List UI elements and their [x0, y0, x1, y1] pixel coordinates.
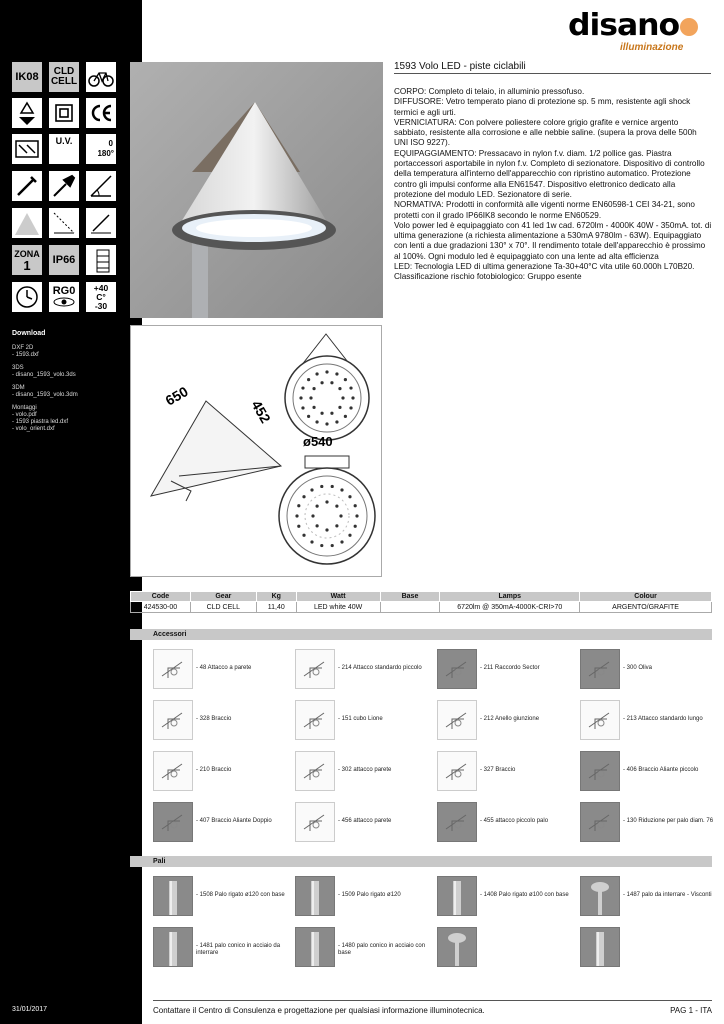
spec-table [130, 591, 712, 613]
cld-label: CLD [53, 66, 75, 77]
zona-label: ZONA [14, 248, 40, 259]
ip-badge [49, 245, 79, 275]
led-dot [316, 505, 319, 508]
ip-label: IP66 [52, 254, 76, 266]
document-date: 31/01/2017 [12, 1006, 48, 1013]
item-thumbnail [295, 876, 335, 916]
item-thumbnail [153, 802, 193, 842]
item-thumbnail [437, 649, 477, 689]
uv-label: U.V. [55, 136, 73, 146]
spec-header-cell: Lamps [440, 592, 580, 602]
led-dot [320, 412, 323, 415]
pali-item [580, 876, 720, 918]
led-dot [325, 370, 328, 373]
spec-row [131, 602, 712, 613]
spec-header-cell: Gear [190, 592, 256, 602]
temperature-badge [86, 282, 116, 312]
product-description [394, 87, 712, 283]
page-number: PAG 1 - ITA [670, 1006, 712, 1015]
item-thumbnail [437, 802, 477, 842]
item-label: - 1480 palo conico in acciaio con base [338, 943, 426, 956]
product-title: 1593 Volo LED - piste ciclabili [394, 61, 526, 72]
led-dot [340, 540, 343, 543]
spec-cell [380, 602, 440, 613]
led-dot [355, 514, 358, 517]
accessorio-item [437, 802, 577, 844]
pali-item [153, 927, 293, 969]
accessorio-item [153, 649, 293, 691]
footer-text: Contattare il Centro di Consulenza e progettazione per qualsiasi informazione illuminotecnica. [153, 1006, 485, 1015]
accessorio-item [153, 802, 293, 844]
brand-subname: illuminazione [620, 42, 684, 53]
led-dot [354, 525, 357, 528]
rotation-badge [86, 134, 116, 164]
item-label: - 210 Braccio [196, 767, 232, 773]
led-dot [316, 524, 319, 527]
temp-unit-label: C° [96, 291, 106, 302]
spec-cell: CLD CELL [190, 602, 256, 613]
download-group-label: 3DS [12, 365, 24, 371]
description-paragraph: CORPO: Completo di telaio, in alluminio pressofuso. [394, 87, 585, 96]
download-link[interactable]: - 1593.dxf [12, 352, 39, 358]
spec-header-cell: Watt [296, 592, 380, 602]
led-dot [339, 514, 342, 517]
download-link[interactable]: - 1593 piastra led.dxf [12, 419, 69, 425]
description-paragraph: NORMATIVA: Prodotti in conformità alle vigenti norme EN60598-1 CEI 34-21, sono protetti con il grado IP66IK8 secondo le norme EN60529. [394, 200, 695, 220]
item-label: - 48 Attacco a parete [196, 665, 252, 671]
item-thumbnail [153, 751, 193, 791]
led-dot [311, 514, 314, 517]
item-label: - 1508 Palo rigato ø120 con base [196, 892, 285, 898]
item-thumbnail [580, 751, 620, 791]
led-dot [351, 396, 354, 399]
item-thumbnail [295, 802, 335, 842]
item-label: - 406 Braccio Aliante piccolo [623, 767, 699, 773]
led-dot [335, 420, 338, 423]
item-label: - 328 Braccio [196, 716, 232, 722]
item-label: - 211 Raccordo Sector [480, 665, 540, 671]
description-paragraph: EQUIPAGGIAMENTO: Pressacavo in nylon f.v. diam. 1/2 pollice gas. Piastra portaccessori asportabile in nylon f.v. Completo di sezionatore. Dispositivo di controllo della temperatura all'interno dell'apparecchio con ripristino automatico. Protezione contro gli impulsi conforme alla EN61547. Dispositivo elettronico dedicato alla protezione del modulo LED. Sezionatore di serie. [394, 148, 705, 199]
led-dot [340, 488, 343, 491]
accessorio-item [153, 700, 293, 742]
item-thumbnail [580, 700, 620, 740]
item-thumbnail [295, 649, 335, 689]
technical-drawing [130, 325, 382, 577]
accessorio-item [295, 751, 435, 793]
zona-badge [12, 245, 42, 275]
spec-header-cell: Kg [256, 592, 296, 602]
item-thumbnail [153, 649, 193, 689]
led-dot [307, 378, 310, 381]
beam-icon [12, 208, 42, 238]
led-dot [331, 544, 334, 547]
led-dot [330, 412, 333, 415]
download-group-label: 3DM [12, 385, 25, 391]
led-dot [302, 495, 305, 498]
download-group [12, 405, 137, 433]
item-label: - 1408 Palo rigato ø100 con base [480, 892, 569, 898]
led-dot [349, 386, 352, 389]
rg-label: RG0 [52, 285, 76, 297]
double-insulation-icon [49, 98, 79, 128]
wall-mount-icon [86, 245, 116, 275]
download-group-label: Montaggi [12, 405, 37, 411]
spec-cell: 11,40 [256, 602, 296, 613]
ce-mark-icon [86, 98, 116, 128]
led-dot [335, 524, 338, 527]
download-section [12, 330, 137, 439]
accessorio-item [153, 751, 293, 793]
led-dot [335, 505, 338, 508]
accessorio-item [437, 700, 577, 742]
footer-divider [153, 1000, 712, 1001]
download-title: Download [12, 330, 46, 337]
led-dot [348, 495, 351, 498]
led-dot [312, 387, 315, 390]
ballast-icon [12, 134, 42, 164]
item-label: - 407 Braccio Aliante Doppio [196, 818, 272, 824]
dimension-diameter: ø540 [303, 434, 333, 449]
item-thumbnail [295, 700, 335, 740]
spec-header-cell: Code [131, 592, 191, 602]
description-paragraph: DIFFUSORE: Vetro temperato piano di protezione sp. 5 mm, resistente agli shock termici e agli urti. [394, 97, 691, 117]
spec-body [131, 602, 712, 613]
led-dot [320, 544, 323, 547]
led-dot [325, 500, 328, 503]
accessori-header: Accessori [130, 629, 712, 640]
led-dot [344, 378, 347, 381]
brand-name: disano [568, 8, 680, 43]
item-thumbnail [295, 751, 335, 791]
item-label: - 1481 palo conico in acciaio da interrare [196, 943, 281, 956]
led-dot [297, 525, 300, 528]
spec-header-row [131, 592, 712, 602]
sidebar [0, 0, 142, 1024]
accessorio-item [295, 802, 435, 844]
led-dot [310, 488, 313, 491]
description-paragraph: Volo power led è equipaggiato con 41 led 1w cad. 6720lm - 4000K 40W - 350mA. tot. di ultima generazione (a richiesta alimentazione a 530mA 9780lm - 63W). Equipaggiato con lenti a due gradazioni 130° x 70°. Il rendimento totale dell'apparecchio è prossimo al 100%. Ogni modulo led è equipaggiato con una lente ad alta efficienza [394, 220, 712, 261]
tilt-icon [86, 208, 116, 238]
mounting-angle-icon [86, 171, 116, 201]
download-link[interactable]: - volo.pdf [12, 412, 37, 418]
item-label: - 212 Anello giunzione [480, 716, 540, 722]
spec-header-cell: Base [380, 592, 440, 602]
download-link[interactable]: - disano_1593_volo.3ds [12, 372, 76, 378]
download-groups [12, 345, 137, 433]
download-group [12, 385, 137, 399]
accessorio-item [295, 700, 435, 742]
uv-badge [49, 134, 79, 164]
led-dot [349, 406, 352, 409]
led-dot [299, 396, 302, 399]
download-link[interactable]: - volo_orient.dxf [12, 426, 55, 432]
led-dot [330, 381, 333, 384]
led-dot [309, 396, 312, 399]
led-dot [335, 372, 338, 375]
accessorio-item [580, 649, 720, 691]
item-thumbnail [437, 751, 477, 791]
pali-item [437, 927, 577, 969]
clock-icon [12, 282, 42, 312]
accessorio-item [580, 802, 720, 844]
pali-item [580, 927, 720, 969]
accessorio-item [295, 649, 435, 691]
item-label: - 300 Oliva [623, 665, 653, 671]
item-thumbnail [437, 876, 477, 916]
download-group [12, 365, 137, 379]
led-dot [348, 534, 351, 537]
recycle-icon [12, 98, 42, 128]
pali-header: Pali [130, 856, 712, 867]
ik-label: IK08 [15, 71, 39, 83]
item-label: - 455 attacco piccolo palo [480, 818, 549, 824]
led-dot [354, 504, 357, 507]
led-dot [315, 372, 318, 375]
rotation-zero-label: 0 [108, 139, 113, 148]
led-dot [312, 406, 315, 409]
item-thumbnail [437, 927, 477, 967]
distance-icon [49, 208, 79, 238]
led-dot [325, 528, 328, 531]
download-group-label: DXF 2D [12, 345, 34, 351]
item-label: - 302 attacco parete [338, 767, 392, 773]
led-dot [344, 415, 347, 418]
item-thumbnail [153, 876, 193, 916]
item-thumbnail [437, 700, 477, 740]
dimension-height: 650 [162, 383, 191, 409]
product-photo [130, 62, 383, 318]
item-label: - 1487 palo da interrare - Visconti [623, 892, 712, 898]
led-dot [320, 485, 323, 488]
ik-badge [12, 62, 42, 92]
led-dot [302, 534, 305, 537]
description-paragraph: LED: Tecnologia LED di ultima generazione Ta-30+40°C vita utile 60.000h L70B20. Classificazione rischio fotobiologico: Gruppo esente [394, 262, 695, 282]
led-dot [325, 422, 328, 425]
brand-dot [680, 18, 698, 36]
cld-badge [49, 62, 79, 92]
led-dot [331, 485, 334, 488]
item-thumbnail [295, 927, 335, 967]
rotation-degree-label: 180° [97, 149, 114, 158]
spec-cell: 424530-00 [131, 602, 191, 613]
item-label: - 151 cubo Lione [338, 716, 383, 722]
pali-item [295, 876, 435, 918]
led-dot [301, 386, 304, 389]
led-dot [338, 387, 341, 390]
title-divider [394, 73, 711, 74]
description-paragraph: VERNICIATURA: Con polvere poliestere colore grigio grafite e vernice argento sabbiato, resistente alla corrosione e alle nebbie saline. (supera la prova delle 500h UNI ISO 9227). [394, 117, 697, 148]
led-dot [341, 396, 344, 399]
item-thumbnail [580, 649, 620, 689]
rg-badge [49, 282, 79, 312]
item-label: - 213 Attacco standardo lungo [623, 716, 703, 722]
item-thumbnail [153, 700, 193, 740]
led-dot [338, 406, 341, 409]
bicycle-icon [86, 62, 116, 92]
spec-cell: ARGENTO/GRAFITE [580, 602, 712, 613]
accessorio-item [580, 700, 720, 742]
led-dot [320, 381, 323, 384]
item-thumbnail [580, 927, 620, 967]
led-dot [301, 406, 304, 409]
accessorio-item [437, 751, 577, 793]
cell-label: CELL [50, 76, 78, 87]
download-group [12, 345, 137, 359]
temp-max-label: +40 [93, 282, 109, 293]
pali-item [437, 876, 577, 918]
zona-number: 1 [23, 257, 31, 273]
item-thumbnail [580, 876, 620, 916]
led-dot [307, 415, 310, 418]
item-label: - 214 Attacco standardo piccolo [338, 665, 422, 671]
download-link[interactable]: - disano_1593_volo.3dm [12, 392, 78, 398]
led-dot [295, 514, 298, 517]
led-dot [315, 420, 318, 423]
pali-item [295, 927, 435, 969]
temp-min-label: -30 [94, 300, 108, 311]
item-label: - 327 Braccio [480, 767, 516, 773]
spec-header-cell: Colour [580, 592, 712, 602]
spec-cell: 6720lm @ 350mA-4000K-CRI>70 [440, 602, 580, 613]
led-dot [297, 504, 300, 507]
item-label: - 456 attacco parete [338, 818, 392, 824]
dimension-length: 452 [248, 397, 274, 426]
pali-item [153, 876, 293, 918]
spec-cell: LED white 40W [296, 602, 380, 613]
item-label: - 1509 Palo rigato ø120 [338, 892, 401, 898]
item-thumbnail [153, 927, 193, 967]
item-label: - 130 Riduzione per palo diam. 76 [623, 818, 714, 824]
screwdriver-icon [49, 171, 79, 201]
accessorio-item [580, 751, 720, 793]
item-thumbnail [580, 802, 620, 842]
tool-icon [12, 171, 42, 201]
led-dot [310, 540, 313, 543]
accessorio-item [437, 649, 577, 691]
disano-logo [568, 10, 708, 56]
